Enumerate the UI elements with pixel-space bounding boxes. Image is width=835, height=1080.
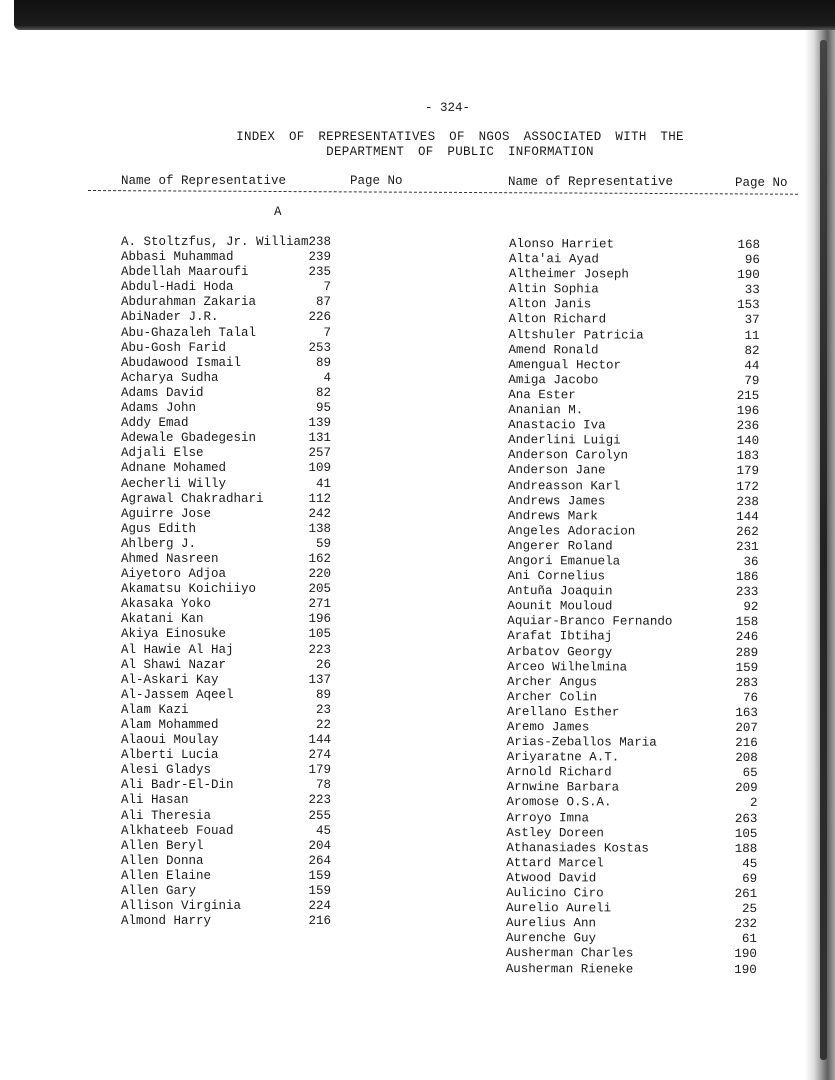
page-reference: 196 (736, 404, 760, 419)
representative-name: Arceo Wilhelmina (507, 659, 628, 675)
page-reference: 289 (735, 645, 759, 660)
page-reference: 168 (737, 237, 760, 253)
representative-name: Alton Richard (508, 312, 607, 327)
representative-name: AbiNader J.R. (121, 310, 219, 325)
representative-name: Akiya Einosuke (121, 627, 227, 642)
representative-name: Abu-Ghazaleh Talal (121, 325, 257, 340)
index-entry (508, 539, 763, 555)
representative-name: Aguirre Jose (121, 506, 212, 521)
representative-name: Abbasi Muhammad (121, 250, 234, 265)
representative-name: Akamatsu Koichiiyo (121, 582, 257, 597)
representative-name: Aremo James (506, 719, 590, 735)
index-entry (121, 884, 381, 899)
representative-name: Ahlberg J. (121, 536, 197, 551)
representative-name: Adams David (121, 385, 204, 400)
page-reference: 79 (744, 373, 760, 388)
page-reference: 7 (323, 280, 331, 295)
representative-name: Andreasson Karl (507, 478, 621, 493)
index-entry (121, 869, 381, 884)
page-reference: 33 (744, 283, 760, 298)
index-title-line-1: INDEX OF REPRESENTATIVES OF NGOS ASSOCIATED WITH THE (236, 130, 684, 144)
page-reference: 82 (744, 343, 760, 358)
index-entry (508, 478, 763, 494)
index-entry (121, 914, 381, 929)
representative-name: Adnane Mohamed (121, 461, 227, 476)
page-reference: 25 (742, 902, 758, 917)
representative-name: Ani Cornelius (507, 569, 606, 584)
representative-name: Alam Mohammed (121, 718, 219, 732)
index-entry (121, 612, 381, 627)
index-entry (121, 522, 381, 537)
page-reference: 253 (308, 340, 331, 355)
representative-name: Arbatov Georgy (507, 644, 613, 659)
representative-name: Abu-Gosh Farid (121, 340, 227, 355)
index-entry (121, 809, 381, 824)
page-reference: 257 (308, 446, 331, 461)
representative-name: Ariyaratne A.T. (506, 750, 620, 765)
representative-name: Atwood David (506, 870, 597, 886)
representative-name: Altshuler Patricia (508, 327, 644, 343)
page-reference: 112 (308, 491, 331, 506)
index-entry (121, 673, 381, 688)
page-reference: 11 (744, 328, 760, 343)
representative-name: Alkhateeb Fouad (121, 823, 234, 838)
index-entry (121, 537, 381, 552)
page-reference: 238 (308, 235, 331, 249)
page-reference: 232 (734, 917, 758, 932)
index-entry (506, 886, 761, 902)
page-reference: 207 (735, 720, 758, 736)
index-entry (508, 403, 763, 419)
representative-name: Attard Marcel (506, 855, 604, 871)
page-reference: 140 (736, 434, 760, 449)
header-divider (88, 190, 798, 195)
index-entry (509, 312, 764, 328)
index-entry (507, 750, 762, 766)
page-reference: 196 (308, 612, 331, 627)
index-entry (508, 433, 763, 449)
page-reference: 223 (308, 793, 331, 808)
index-entry (121, 658, 381, 673)
index-entry (509, 252, 764, 268)
representative-name: Agus Edith (121, 521, 197, 536)
index-entry (506, 961, 761, 977)
index-entry (121, 854, 381, 869)
page-reference: 179 (736, 464, 760, 479)
representative-name: Abdellah Maaroufi (121, 265, 249, 280)
page-reference: 105 (734, 826, 758, 841)
page-reference: 89 (315, 687, 331, 702)
page-reference: 61 (741, 932, 757, 947)
page-reference: 109 (308, 461, 331, 476)
page-reference: 87 (315, 295, 331, 310)
right-name-header: Name of Representative (508, 175, 674, 189)
representative-name: Allen Elaine (121, 868, 212, 883)
page-reference: 263 (734, 811, 758, 826)
page-reference: 224 (308, 899, 331, 914)
index-entry (121, 492, 381, 507)
representative-name: Ausherman Rieneke (505, 961, 634, 977)
index-entry (506, 871, 761, 887)
page-reference: 159 (308, 884, 331, 899)
index-entry (121, 431, 381, 446)
representative-name: Astley Doreen (506, 825, 604, 841)
page-reference: 246 (735, 630, 759, 645)
index-entry (121, 627, 381, 642)
representative-name: Allen Gary (121, 884, 197, 899)
page-reference: 89 (315, 355, 331, 370)
index-entry (507, 660, 762, 676)
index-entry (121, 341, 381, 356)
scan-top-border (14, 0, 835, 30)
page-reference: 23 (315, 702, 331, 717)
page-reference: 261 (734, 887, 758, 902)
scan-right-binding (820, 40, 827, 1060)
representative-name: Alberti Lucia (121, 748, 219, 763)
representative-name: Angeles Adoracion (507, 523, 636, 539)
page-reference: 59 (315, 536, 331, 551)
representative-name: Akatani Kan (121, 612, 204, 627)
index-entry (508, 448, 763, 464)
page-reference: 7 (323, 325, 331, 340)
index-entry (507, 720, 762, 736)
page-reference: 158 (735, 615, 759, 630)
page-reference: 76 (742, 690, 759, 705)
representative-name: Aounit Mouloud (507, 599, 613, 614)
representative-name: Altheimer Joseph (508, 267, 629, 282)
index-entry (121, 401, 381, 416)
page-reference: 190 (734, 947, 757, 962)
representative-name: Angori Emanuela (507, 553, 621, 569)
index-entry (121, 235, 381, 250)
index-entry (507, 705, 762, 721)
page-reference: 159 (735, 660, 759, 675)
index-entry (506, 811, 761, 827)
index-entry (121, 326, 381, 341)
index-entry (508, 494, 763, 510)
page-reference: 208 (735, 751, 758, 766)
index-entry (506, 826, 761, 842)
page-reference: 223 (308, 642, 331, 657)
page-reference: 239 (308, 250, 331, 265)
index-entry (121, 507, 381, 522)
index-entry (508, 463, 763, 479)
representative-name: Archer Colin (506, 689, 598, 705)
index-entry (121, 748, 381, 763)
representative-name: Abdul-Hadi Hoda (121, 280, 234, 295)
index-entry (121, 477, 381, 492)
page-reference: 41 (315, 476, 331, 491)
page-reference: 131 (308, 431, 331, 446)
index-entry (121, 597, 381, 612)
page-reference: 92 (743, 600, 759, 615)
representative-name: Andrews James (507, 493, 606, 509)
index-entry (121, 582, 381, 597)
representative-name: Allison Virginia (121, 899, 242, 914)
index-entry (507, 735, 762, 751)
representative-name: Alton Janis (508, 297, 592, 312)
index-entry (509, 328, 764, 344)
page-reference: 2 (749, 796, 758, 811)
index-entry (506, 841, 761, 857)
page-reference: 262 (736, 524, 759, 539)
index-entry (121, 733, 381, 748)
representative-name: Alaoui Moulay (121, 733, 219, 748)
page-reference: 271 (308, 597, 331, 612)
index-entry (508, 418, 763, 434)
index-entry (121, 899, 381, 914)
page-reference: 22 (315, 718, 331, 732)
index-entry (121, 763, 381, 778)
representative-name: Arafat Ibtihaj (507, 629, 613, 644)
index-entry (508, 554, 763, 570)
index-entry (121, 461, 381, 476)
index-entry (121, 416, 381, 431)
page-reference: 264 (308, 853, 331, 868)
page-reference: 26 (315, 657, 331, 672)
index-entry (121, 265, 381, 280)
index-entry (509, 267, 764, 283)
page-reference: 204 (308, 838, 331, 853)
representative-name: Al Hawie Al Haj (121, 642, 234, 657)
page-reference: 163 (735, 705, 758, 720)
index-entry (506, 916, 761, 932)
page-reference: 95 (315, 401, 331, 416)
representative-name: Alonso Harriet (508, 237, 615, 252)
representative-name: Anderson Carolyn (508, 448, 629, 463)
representative-name: Amiga Jacobo (508, 372, 599, 388)
representative-name: Agrawal Chakradhari (121, 491, 264, 506)
representative-name: Akasaka Yoko (121, 597, 212, 612)
index-entry (121, 250, 381, 265)
representative-name: Arnold Richard (506, 765, 612, 780)
index-entry (507, 675, 762, 691)
index-entry (508, 388, 763, 404)
representative-name: Adams John (121, 401, 197, 416)
representative-name: Acharya Sudha (121, 370, 219, 385)
page-reference: 137 (308, 672, 331, 687)
representative-name: Arellano Esther (506, 704, 620, 720)
page-reference: 183 (736, 449, 760, 464)
representative-name: Aurelius Ann (505, 916, 597, 931)
page-reference: 159 (308, 868, 331, 883)
index-entry (121, 793, 381, 808)
page-reference: 190 (734, 962, 757, 977)
representative-name: Al-Jassem Aqeel (121, 687, 234, 702)
page-reference: 179 (308, 763, 331, 778)
representative-name: Ananian M. (508, 403, 584, 418)
index-entry (506, 856, 761, 872)
page-reference: 153 (737, 298, 760, 313)
representative-name: Ahmed Nasreen (121, 551, 219, 566)
index-entry (121, 824, 381, 839)
page-reference: 45 (742, 856, 758, 871)
representative-name: Amengual Hector (508, 357, 622, 373)
page-reference: 255 (308, 808, 331, 823)
page-reference: 274 (308, 748, 331, 763)
page-reference: 215 (736, 388, 760, 404)
representative-name: Ali Theresia (121, 808, 212, 823)
representative-name: Anderlini Luigi (508, 433, 621, 448)
index-entry (121, 371, 381, 386)
index-entry (508, 358, 763, 374)
index-entry (121, 295, 381, 310)
page-reference: 138 (308, 521, 331, 536)
page-reference: 216 (308, 914, 331, 929)
page-reference: 226 (308, 310, 331, 325)
page-reference: 139 (308, 416, 331, 431)
representative-name: Athanasiades Kostas (506, 840, 649, 856)
page-reference: 172 (736, 479, 759, 494)
representative-name: Aurenche Guy (505, 931, 596, 946)
representative-name: Amend Ronald (508, 342, 599, 358)
page-reference: 44 (744, 358, 760, 373)
index-entry (508, 373, 763, 389)
representative-name: Aecherli Willy (121, 476, 227, 491)
index-entry (121, 778, 381, 793)
page-reference: 209 (735, 781, 758, 796)
index-entry (507, 645, 762, 661)
representative-name: Archer Angus (507, 674, 598, 690)
page-reference: 231 (736, 539, 759, 554)
index-entry (121, 310, 381, 325)
index-entry (509, 297, 764, 313)
left-page-header: Page No (350, 174, 403, 188)
page-reference: 205 (308, 582, 331, 597)
index-entry (508, 343, 763, 359)
page-number: - 324- (424, 101, 470, 115)
representative-name: Anastacio Iva (508, 418, 606, 433)
representative-name: Arroyo Imna (506, 810, 590, 825)
representative-name: Allen Donna (121, 853, 204, 868)
index-entry (506, 946, 761, 962)
representative-name: A. Stoltzfus, Jr. William (121, 235, 309, 249)
page-reference: 144 (308, 733, 331, 748)
page-reference: 144 (736, 509, 759, 524)
page-reference: 283 (735, 675, 759, 690)
representative-name: Ali Badr-El-Din (121, 778, 234, 793)
index-entry (509, 282, 764, 298)
index-entry (121, 446, 381, 461)
representative-name: Abdurahman Zakaria (121, 295, 257, 310)
page-reference: 69 (742, 871, 758, 887)
representative-name: Aiyetoro Adjoa (121, 567, 227, 582)
index-entry (121, 386, 381, 401)
page-reference: 233 (735, 585, 759, 600)
page-reference: 220 (308, 567, 331, 582)
representative-name: Arnwine Barbara (506, 780, 620, 795)
page-reference: 37 (744, 313, 760, 328)
right-page-header: Page No (735, 176, 788, 190)
page-reference: 4 (323, 370, 331, 385)
page-reference: 238 (736, 494, 759, 509)
representative-name: Allen Beryl (121, 838, 204, 853)
page-reference: 78 (315, 778, 331, 793)
page-reference: 65 (742, 766, 758, 781)
page-reference: 216 (735, 736, 758, 751)
index-entry (507, 765, 762, 781)
representative-name: Aquiar-Branco Fernando (507, 614, 673, 630)
page-reference: 190 (737, 268, 760, 283)
index-entry (121, 356, 381, 371)
page-reference: 105 (308, 627, 331, 642)
index-entry (506, 901, 761, 917)
representative-name: Altin Sophia (508, 282, 599, 297)
page-reference: 186 (735, 570, 759, 585)
index-entry (508, 524, 763, 540)
index-entry (121, 688, 381, 703)
index-title-line-2: DEPARTMENT OF PUBLIC INFORMATION (326, 145, 594, 159)
page-reference: 235 (308, 265, 331, 280)
representative-name: Ali Hasan (121, 793, 189, 808)
representative-name: Ana Ester (508, 387, 576, 403)
index-entry (509, 237, 764, 253)
representative-name: Angerer Roland (507, 538, 613, 554)
representative-name: Aulicino Ciro (506, 886, 604, 901)
right-index-column (506, 237, 764, 978)
index-entry (506, 931, 761, 947)
representative-name: Andrews Mark (507, 508, 598, 524)
representative-name: Al-Askari Kay (121, 672, 219, 687)
index-entry (506, 795, 761, 811)
left-name-header: Name of Representative (121, 174, 287, 188)
representative-name: Arias-Zeballos Maria (506, 735, 657, 750)
representative-name: Antuña Joaquin (507, 584, 613, 599)
index-entry (507, 569, 762, 585)
index-entry (121, 839, 381, 854)
index-entry (507, 599, 762, 615)
section-letter: A (274, 205, 282, 219)
representative-name: Adjali Else (121, 446, 204, 461)
representative-name: Almond Harry (121, 914, 212, 929)
page-reference: 36 (743, 554, 759, 570)
representative-name: Alesi Gladys (121, 763, 212, 778)
index-entry (121, 643, 381, 658)
index-entry (121, 703, 381, 718)
representative-name: Al Shawi Nazar (121, 657, 227, 672)
index-entry (121, 552, 381, 567)
representative-name: Alam Kazi (121, 702, 189, 717)
index-entry (507, 584, 762, 600)
index-entry (507, 614, 762, 630)
page-reference: 242 (308, 506, 331, 521)
page-reference: 236 (736, 419, 760, 434)
index-entry (121, 718, 381, 733)
representative-name: Anderson Jane (507, 463, 606, 478)
page-reference: 45 (315, 823, 331, 838)
representative-name: Aromose O.S.A. (506, 795, 612, 810)
representative-name: Alta'ai Ayad (508, 252, 599, 267)
index-entry (507, 690, 762, 706)
page-reference: 188 (734, 841, 758, 856)
representative-name: Adewale Gbadegesin (121, 431, 257, 446)
left-index-column (121, 235, 381, 929)
representative-name: Addy Emad (121, 416, 189, 431)
index-entry (508, 509, 763, 525)
index-entry (507, 780, 762, 796)
page-reference: 82 (315, 385, 331, 400)
representative-name: Abudawood Ismail (121, 355, 242, 370)
representative-name: Ausherman Charles (505, 946, 634, 961)
page-reference: 96 (744, 253, 760, 268)
index-entry (507, 629, 762, 645)
index-entry (121, 280, 381, 295)
index-entry (121, 567, 381, 582)
representative-name: Aurelio Aureli (506, 901, 612, 916)
page-reference: 162 (308, 551, 331, 566)
